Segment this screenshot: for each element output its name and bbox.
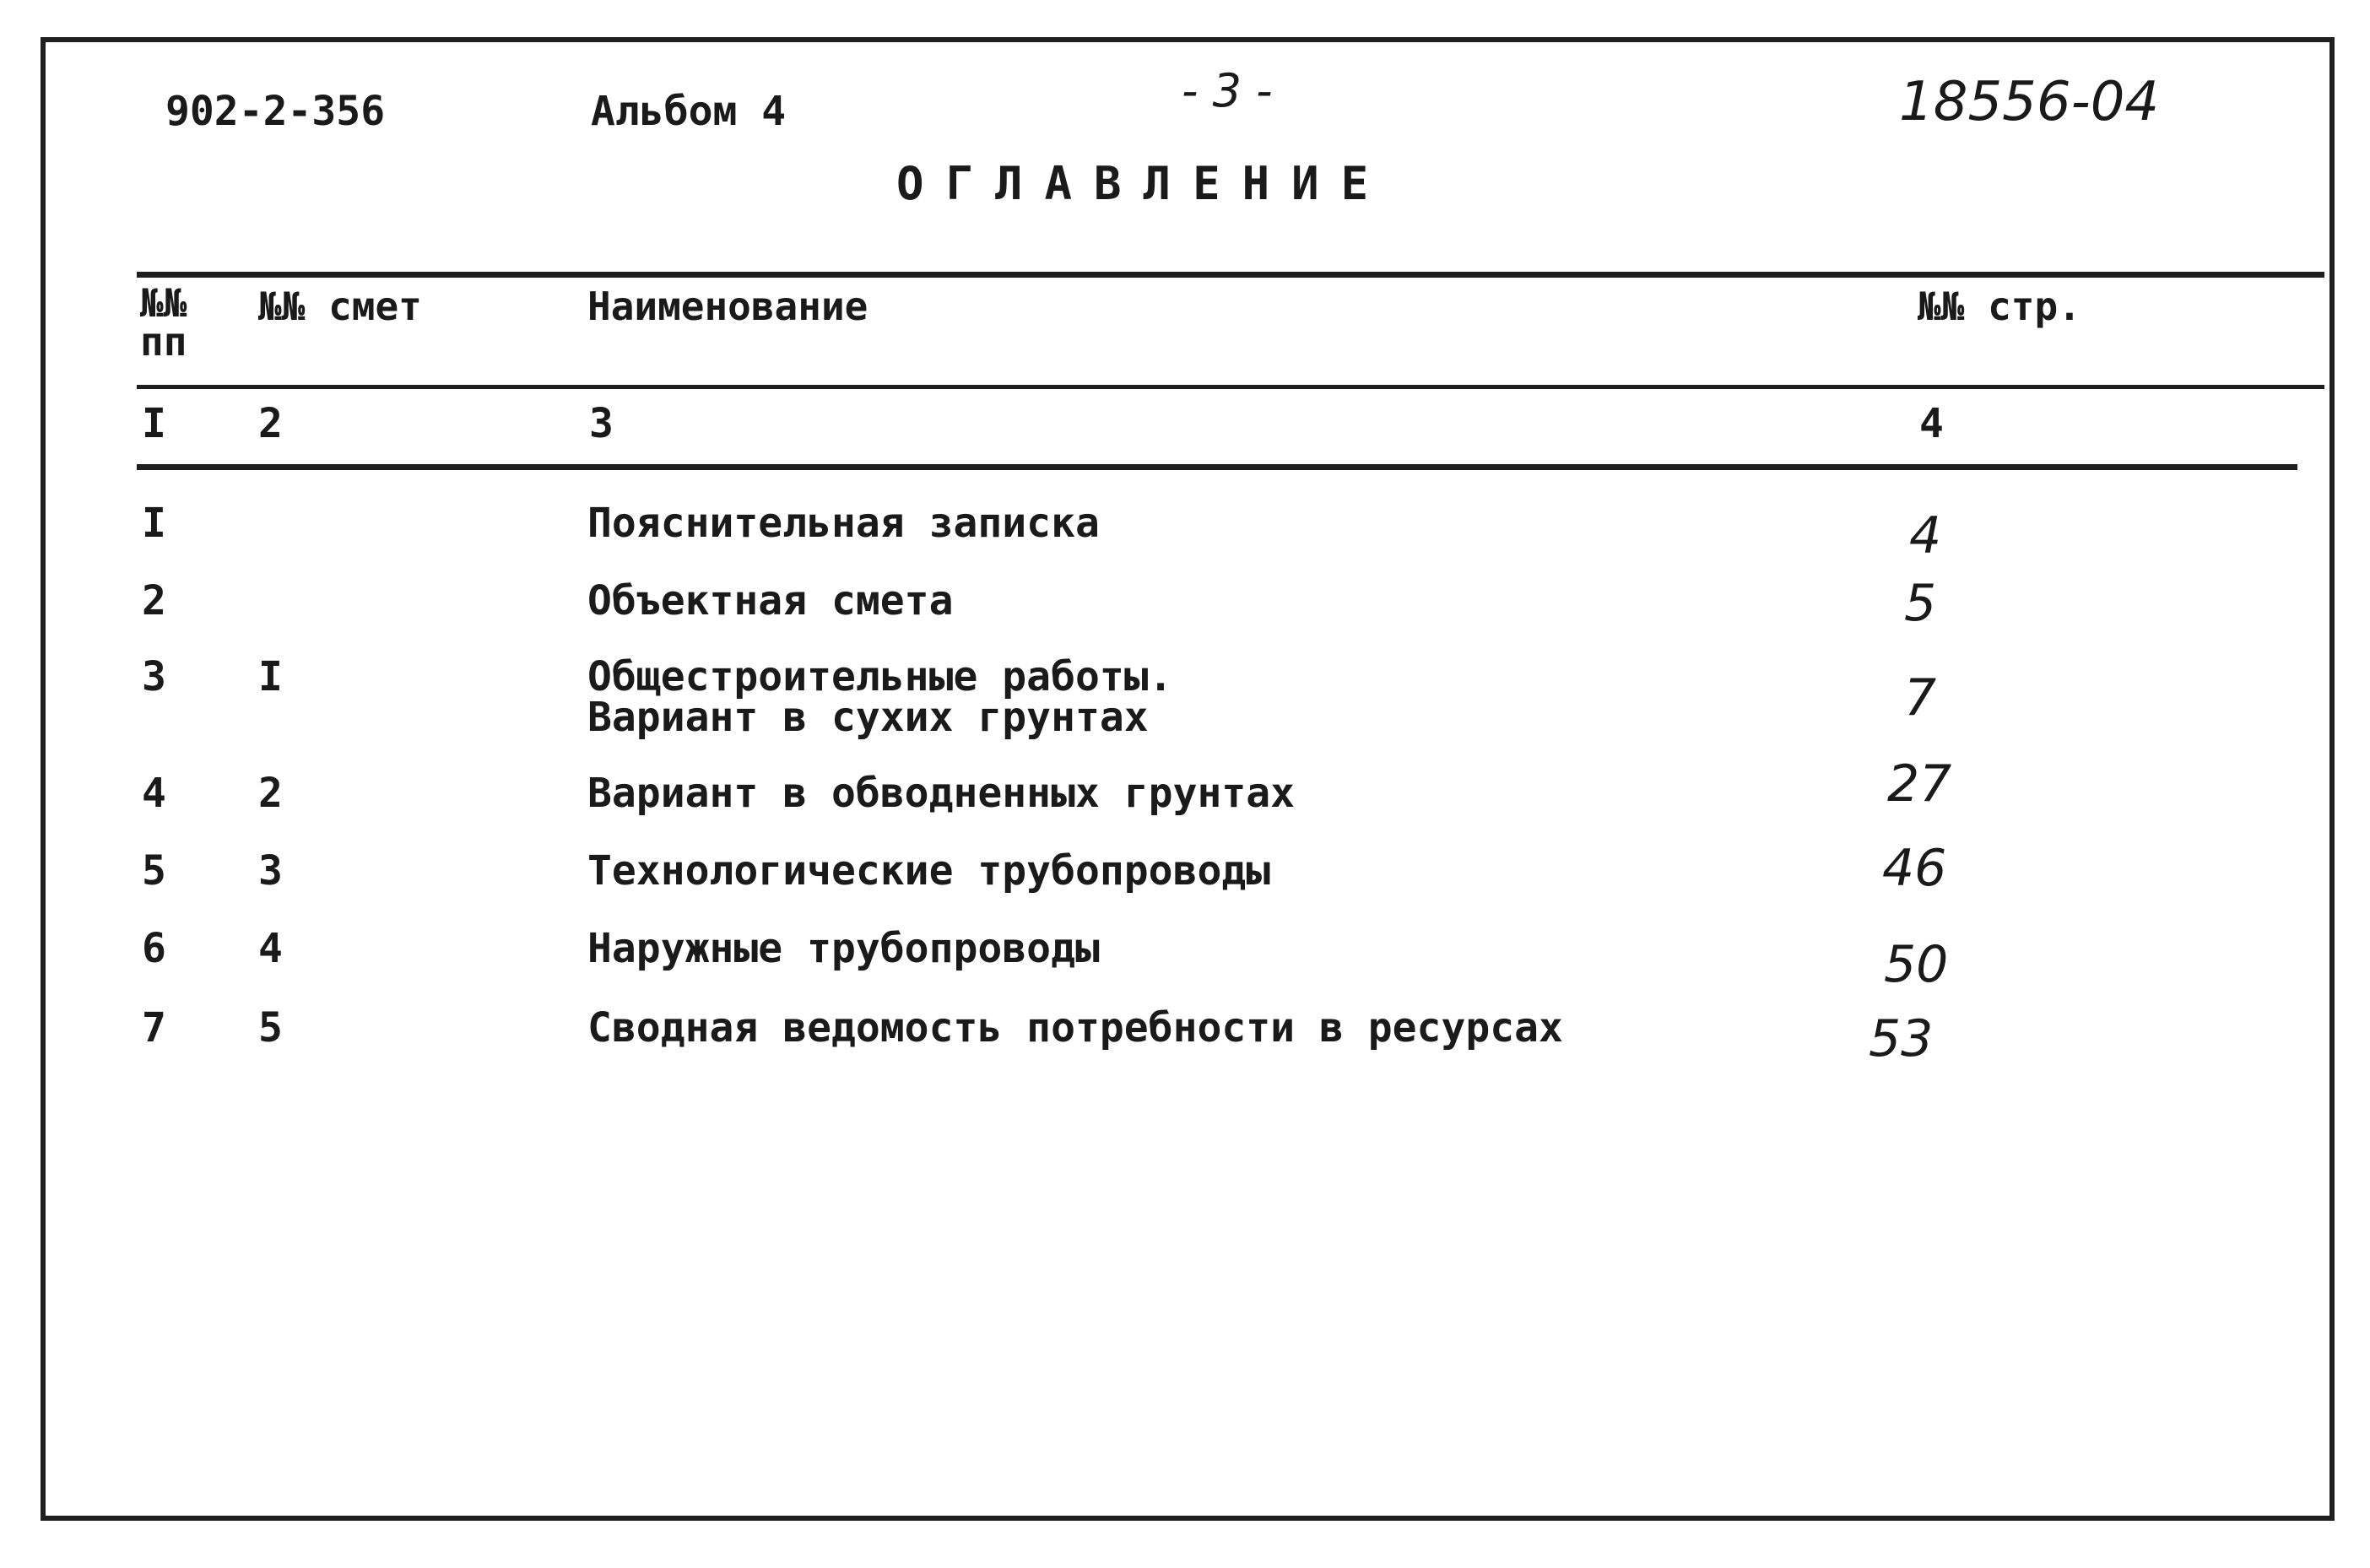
row-page: 5 <box>1904 574 1937 633</box>
column-numbers-rule <box>137 464 2297 470</box>
column-header-page: №№ стр. <box>1918 284 2081 329</box>
row-name: Объектная смета <box>587 577 954 624</box>
column-number-1: I <box>142 400 166 447</box>
row-num: 2 <box>142 577 166 624</box>
row-page: 7 <box>1904 668 1937 727</box>
row-page: 27 <box>1887 754 1952 814</box>
column-number-2: 2 <box>258 400 283 447</box>
row-estimate: 3 <box>258 847 283 895</box>
row-page: 50 <box>1884 935 1949 994</box>
document-code: 902-2-356 <box>165 88 386 135</box>
row-num: 6 <box>142 925 166 972</box>
column-header-name: Наименование <box>587 284 868 329</box>
column-number-4: 4 <box>1919 400 1944 447</box>
row-estimate: 4 <box>258 925 283 972</box>
row-num: 3 <box>142 653 166 700</box>
row-name: Сводная ведомость потребности в ресурсах <box>587 1004 1563 1052</box>
page-title: ОГЛАВЛЕНИЕ <box>896 157 1391 210</box>
row-estimate: I <box>258 653 283 700</box>
row-page: 4 <box>1909 506 1942 565</box>
row-name: Пояснительная записка <box>587 500 1100 547</box>
row-estimate: 5 <box>258 1004 283 1052</box>
table-top-rule <box>137 272 2324 278</box>
column-header-estimate: №№ смет <box>258 284 422 329</box>
row-name: Технологические трубопроводы <box>587 847 1271 895</box>
row-num: 4 <box>142 770 166 817</box>
row-name-line2: Вариант в сухих грунтах <box>587 694 1149 741</box>
row-name: Вариант в обводненных грунтах <box>587 770 1296 817</box>
row-name: Наружные трубопроводы <box>587 925 1100 972</box>
row-name: Общестроительные работы. <box>587 653 1173 700</box>
row-page: 46 <box>1882 839 1947 898</box>
column-number-3: 3 <box>589 400 614 447</box>
album-label: Альбом 4 <box>591 88 787 135</box>
page-number: - 3 - <box>1182 64 1273 117</box>
header-divider-rule <box>137 385 2324 389</box>
column-header-num: №№ пп <box>140 280 187 365</box>
row-page: 53 <box>1869 1009 1934 1068</box>
row-estimate: 2 <box>258 770 283 817</box>
document-number: 18556-04 <box>1899 71 2160 133</box>
row-num: 7 <box>142 1004 166 1052</box>
row-num: 5 <box>142 847 166 895</box>
row-num: I <box>142 500 166 547</box>
